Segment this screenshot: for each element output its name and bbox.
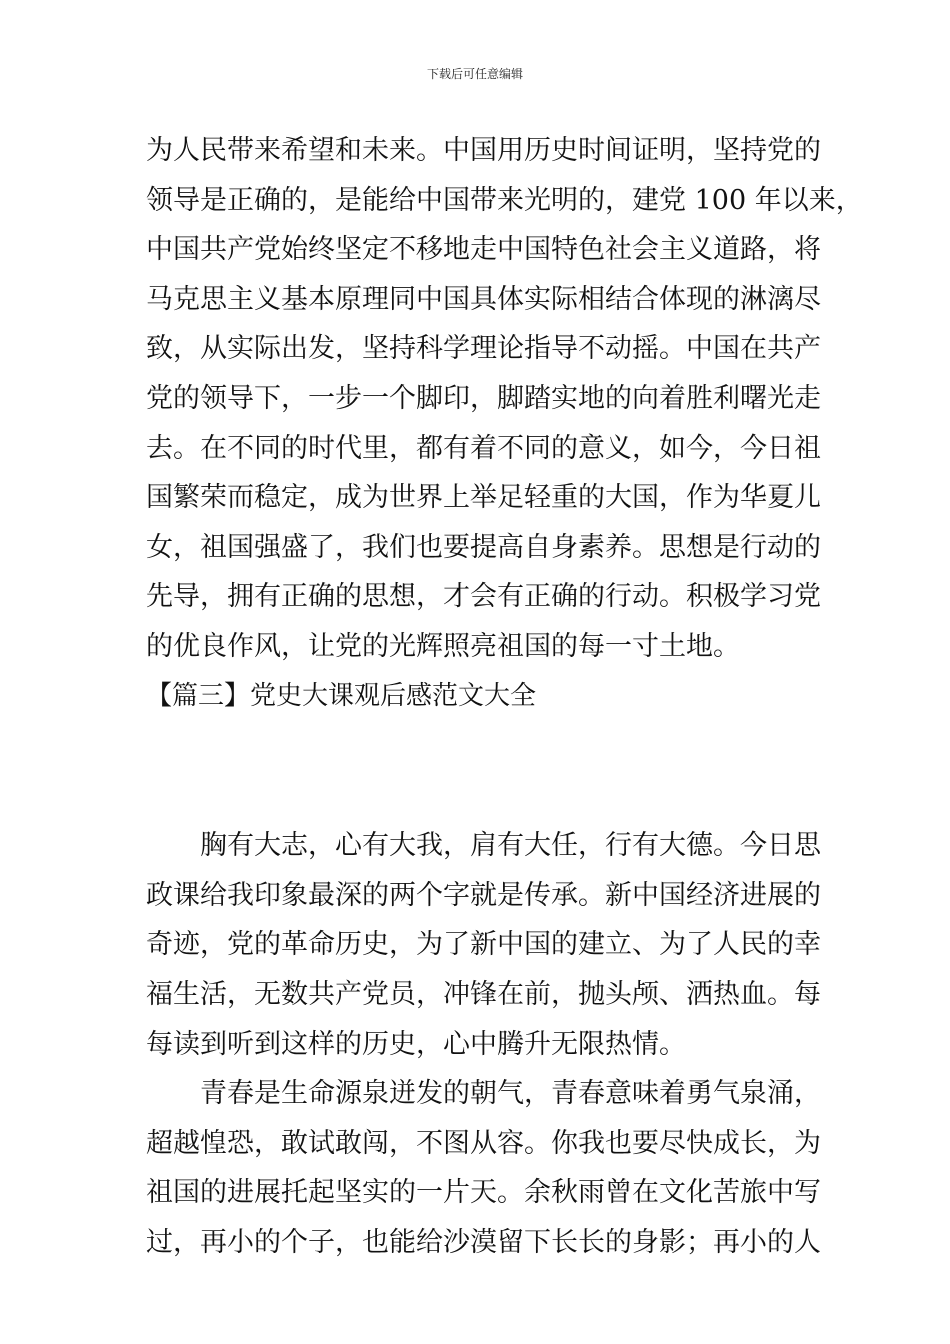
paragraph-line: 福生活，无数共产党员，冲锋在前，抛头颅、洒热血。每 — [146, 978, 821, 1010]
paragraph-line: 政课给我印象最深的两个字就是传承。新中国经济进展的 — [146, 879, 821, 911]
paragraph-3 — [146, 1069, 821, 1267]
paragraph-line: 马克思主义基本原理同中国具体实际相结合体现的淋漓尽 — [146, 283, 821, 315]
paragraph-line: 超越惶恐，敢试敢闯，不图从容。你我也要尽快成长，为 — [146, 1127, 821, 1159]
paragraph-line: 每读到听到这样的历史，心中腾升无限热情。 — [146, 1028, 686, 1060]
paragraph-line: 致，从实际出发，坚持科学理论指导不动摇。中国在共产 — [146, 333, 821, 365]
paragraph-line: 领导是正确的，是能给中国带来光明的，建党 100 年以来， — [146, 184, 863, 216]
paragraph-line: 党的领导下，一步一个脚印，脚踏实地的向着胜利曙光走 — [146, 382, 821, 414]
paragraph-2 — [146, 821, 821, 1069]
blank-spacer — [146, 721, 808, 821]
paragraph-line: 国繁荣而稳定，成为世界上举足轻重的大国，作为华夏儿 — [146, 482, 821, 514]
paragraph-line: 祖国的进展托起坚实的一片天。余秋雨曾在文化苦旅中写 — [146, 1177, 821, 1209]
paragraph-line: 青春是生命源泉迸发的朝气，青春意味着勇气泉涌， — [200, 1078, 821, 1110]
page-header: 下载后可任意编辑 — [426, 67, 523, 81]
paragraph-1 — [146, 126, 863, 672]
paragraph-line: 中国共产党始终坚定不移地走中国特色社会主义道路，将 — [146, 234, 821, 266]
paragraph-line: 的优良作风，让党的光辉照亮祖国的每一寸土地。 — [146, 630, 740, 662]
document-body — [146, 126, 863, 1267]
paragraph-line: 去。在不同的时代里，都有着不同的意义，如今，今日祖 — [146, 432, 821, 464]
paragraph-line: 胸有大志，心有大我，肩有大任，行有大德。今日思 — [200, 830, 821, 862]
section-heading: 【篇三】党史大课观后感范文大全 — [146, 680, 537, 711]
paragraph-line: 女，祖国强盛了，我们也要提高自身素养。思想是行动的 — [146, 531, 821, 563]
paragraph-line: 过，再小的个子，也能给沙漠留下长长的身影；再小的人 — [146, 1226, 821, 1258]
paragraph-line: 为人民带来希望和未来。中国用历史时间证明，坚持党的 — [146, 135, 821, 166]
paragraph-line: 奇迹，党的革命历史，为了新中国的建立、为了人民的幸 — [146, 929, 821, 961]
paragraph-line: 先导，拥有正确的思想，才会有正确的行动。积极学习党 — [146, 581, 821, 613]
